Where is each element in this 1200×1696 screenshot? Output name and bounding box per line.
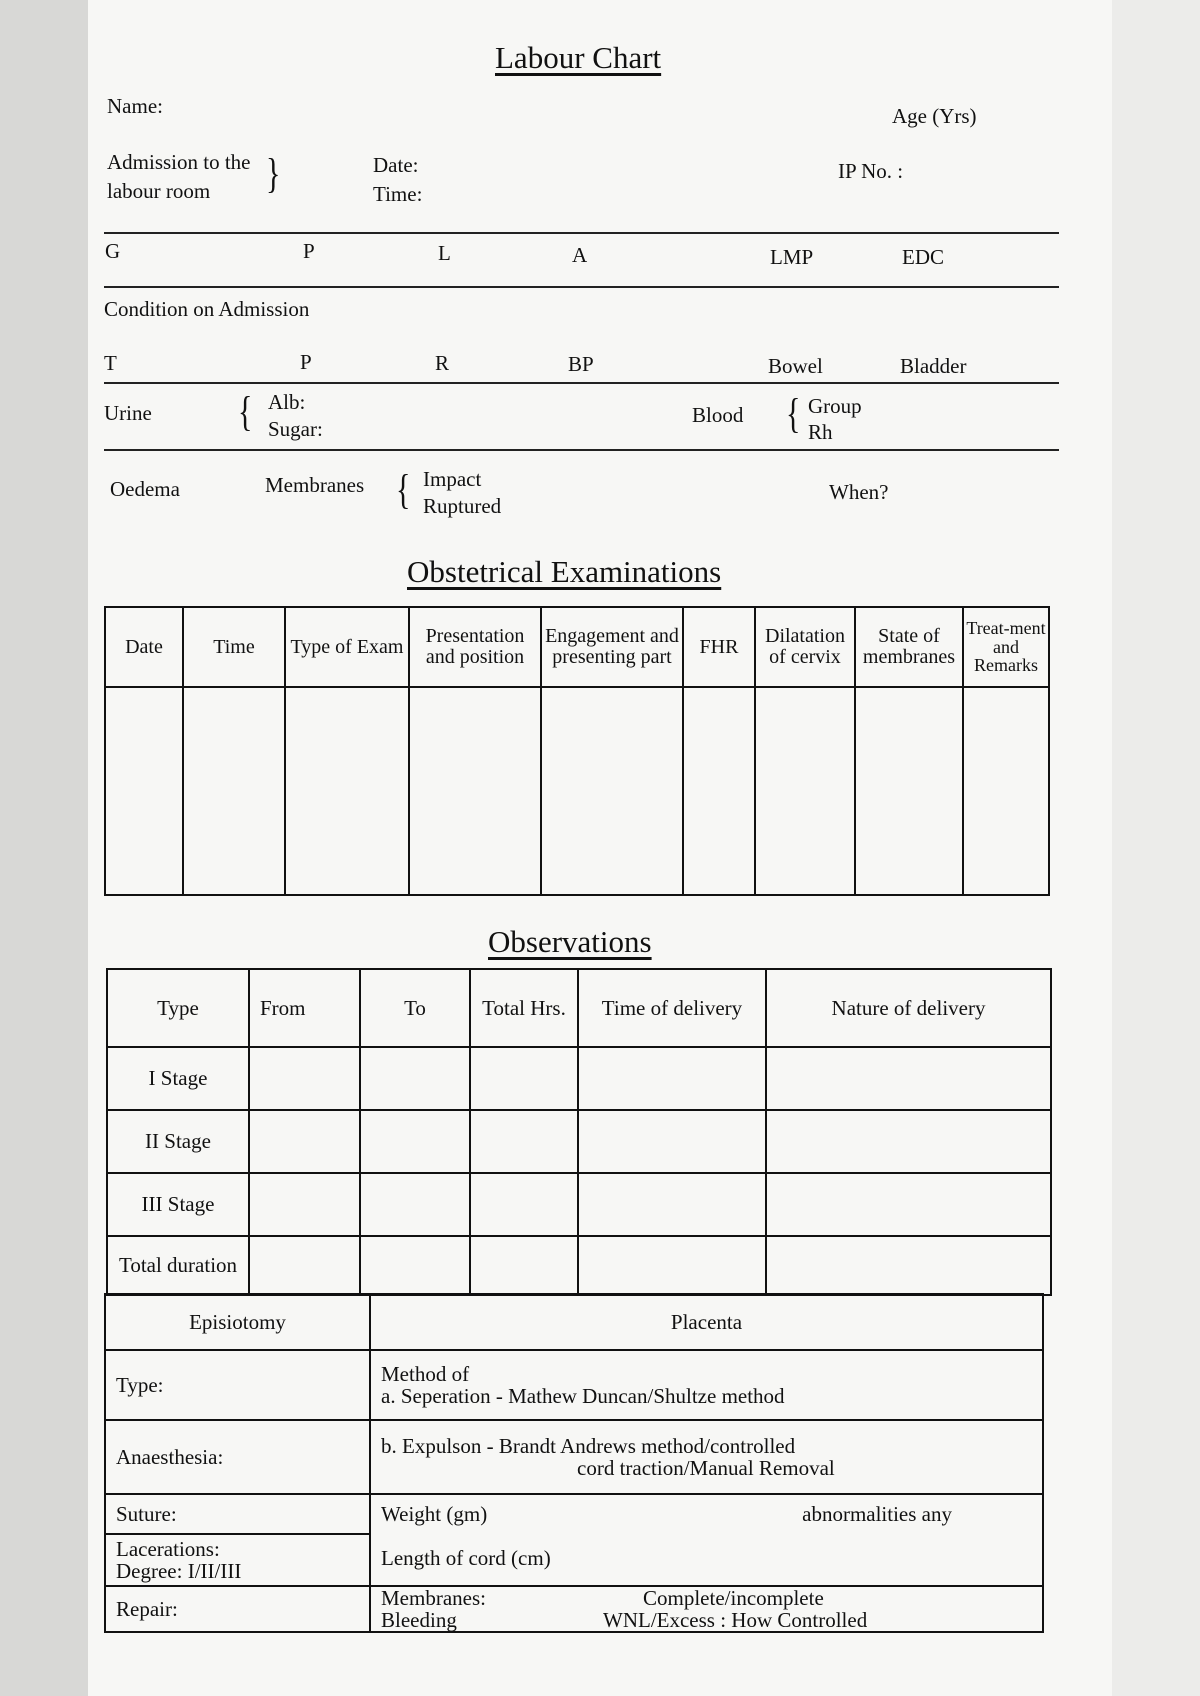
complete-incomplete-text: Complete/incomplete [643, 1586, 824, 1610]
episiotomy-type-label[interactable]: Type: [105, 1350, 370, 1420]
bowel-label: Bowel [768, 354, 823, 378]
placenta-membranes-label: Membranes: [381, 1586, 486, 1610]
blood-group-label: Group [808, 394, 862, 418]
table-row [107, 1173, 1051, 1236]
abnormalities-label: abnormalities any [802, 1502, 952, 1526]
divider [104, 382, 1059, 384]
entry-cell[interactable] [249, 1173, 360, 1236]
obstetrical-title: Obstetrical Examinations [407, 554, 722, 589]
column-header-engagement: Engagement and presenting part [541, 607, 683, 687]
entry-cell[interactable] [470, 1110, 578, 1173]
entry-cell[interactable] [249, 1047, 360, 1110]
fhr-entry-cell[interactable] [683, 687, 755, 895]
anaesthesia-label[interactable]: Anaesthesia: [105, 1420, 370, 1494]
column-header-date: Date [105, 607, 183, 687]
lacerations-label: Lacerations: [116, 1536, 220, 1561]
temperature-label: T [104, 351, 117, 375]
membranes-label: Membranes [265, 473, 365, 497]
membranes-ruptured-label: Ruptured [423, 494, 502, 518]
divider [104, 286, 1059, 288]
entry-cell[interactable] [578, 1173, 766, 1236]
cord-length-label: Length of cord (cm) [381, 1546, 551, 1571]
column-header-membranes: State of membranes [855, 607, 963, 687]
dilatation-entry-cell[interactable] [755, 687, 855, 895]
rh-label: Rh [808, 420, 833, 444]
oedema-label: Oedema [110, 477, 180, 501]
episiotomy-heading: Episiotomy [105, 1294, 370, 1350]
column-header-dilatation: Dilatation of cervix [755, 607, 855, 687]
admission-label-line1: Admission to the [107, 150, 251, 174]
pulse-label: P [300, 350, 312, 374]
page-shadow [0, 0, 88, 1696]
condition-heading: Condition on Admission [104, 297, 310, 321]
observations-table [106, 968, 1052, 1296]
placenta-weight-cell[interactable] [370, 1494, 1043, 1586]
time-entry-cell[interactable] [183, 687, 285, 895]
admission-label-line2: labour room [107, 179, 211, 203]
entry-cell[interactable] [360, 1173, 470, 1236]
placenta-expulsion-cell[interactable] [370, 1420, 1043, 1494]
urine-label: Urine [104, 401, 152, 425]
column-header-time-of-delivery: Time of delivery [578, 969, 766, 1047]
albumin-label: Alb: [268, 390, 306, 414]
obstetrical-header-row [105, 607, 1049, 687]
table-row [107, 1236, 1051, 1295]
date-entry-cell[interactable] [105, 687, 183, 895]
age-label: Age (Yrs) [892, 104, 977, 128]
entry-cell[interactable] [578, 1236, 766, 1295]
entry-cell[interactable] [360, 1047, 470, 1110]
form-title: Labour Chart [495, 40, 662, 75]
edc-label: EDC [902, 245, 944, 269]
when-label: When? [829, 480, 889, 504]
weight-label: Weight (gm) [381, 1502, 488, 1526]
type-of-exam-entry-cell[interactable] [285, 687, 409, 895]
row-label-first-stage: I Stage [107, 1047, 249, 1110]
laceration-degree-label: Degree: I/II/III [116, 1559, 242, 1583]
row-label-second-stage: II Stage [107, 1110, 249, 1173]
placenta-separation-cell[interactable] [370, 1350, 1043, 1420]
placenta-heading: Placenta [370, 1294, 1043, 1350]
column-header-presentation: Presentation and position [409, 607, 541, 687]
row-label-total-duration: Total duration [107, 1236, 249, 1295]
engagement-entry-cell[interactable] [541, 687, 683, 895]
entry-cell[interactable] [360, 1110, 470, 1173]
column-header-treatment: Treat-ment and Remarks [963, 607, 1049, 687]
column-header-from: From [249, 969, 360, 1047]
episiotomy-placenta-table [104, 1293, 1044, 1633]
observations-title: Observations [488, 924, 652, 959]
entry-cell[interactable] [470, 1047, 578, 1110]
column-header-total-hours: Total Hrs. [470, 969, 578, 1047]
method-of-label: Method of [381, 1361, 470, 1386]
urine-brace: { [238, 389, 253, 436]
presentation-entry-cell[interactable] [409, 687, 541, 895]
column-header-fhr: FHR [683, 607, 755, 687]
admission-brace: } [266, 151, 281, 198]
row-label-third-stage: III Stage [107, 1173, 249, 1236]
page-edge [1112, 0, 1200, 1696]
date-label: Date: [373, 153, 419, 177]
obstetrical-table [104, 606, 1050, 896]
respiration-label: R [435, 351, 450, 375]
blood-label: Blood [692, 403, 744, 427]
time-label: Time: [373, 182, 423, 206]
entry-cell[interactable] [470, 1173, 578, 1236]
ip-number-label: IP No. : [838, 159, 904, 183]
entry-cell[interactable] [766, 1047, 1051, 1110]
table-row [107, 1110, 1051, 1173]
entry-cell[interactable] [766, 1173, 1051, 1236]
suture-label[interactable]: Suture: [105, 1494, 370, 1534]
divider [104, 232, 1059, 234]
entry-cell[interactable] [578, 1047, 766, 1110]
lacerations-cell[interactable] [105, 1534, 370, 1586]
entry-cell[interactable] [249, 1236, 360, 1295]
entry-cell[interactable] [470, 1236, 578, 1295]
a-label: A [572, 243, 588, 267]
membranes-bleeding-cell[interactable] [370, 1586, 1043, 1632]
expulsion-method-text: b. Expulson - Brandt Andrews method/controlled [381, 1433, 796, 1458]
bp-label: BP [568, 352, 594, 376]
repair-label[interactable]: Repair: [105, 1586, 370, 1632]
divider [104, 449, 1059, 451]
lmp-label: LMP [770, 245, 814, 269]
name-label: Name: [107, 94, 163, 118]
entry-cell[interactable] [766, 1236, 1051, 1295]
column-header-type: Type [107, 969, 249, 1047]
entry-cell[interactable] [249, 1110, 360, 1173]
observations-header-row [107, 969, 1051, 1047]
entry-cell[interactable] [766, 1110, 1051, 1173]
treatment-entry-cell[interactable] [963, 687, 1049, 895]
table-row [105, 687, 1049, 895]
bladder-label: Bladder [900, 354, 967, 378]
membranes-brace: { [396, 467, 411, 514]
bleeding-label: Bleeding [381, 1608, 457, 1633]
membranes-impact-label: Impact [423, 467, 482, 491]
column-header-nature-of-delivery: Nature of delivery [766, 969, 1051, 1047]
l-label: L [438, 241, 451, 265]
entry-cell[interactable] [578, 1110, 766, 1173]
table-row [107, 1047, 1051, 1110]
column-header-type-of-exam: Type of Exam [285, 607, 409, 687]
column-header-time: Time [183, 607, 285, 687]
p-label: P [303, 239, 315, 263]
separation-method-text: a. Seperation - Mathew Duncan/Shultze method [381, 1384, 785, 1408]
column-header-to: To [360, 969, 470, 1047]
blood-brace: { [786, 391, 801, 438]
bleeding-control-text: WNL/Excess : How Controlled [603, 1608, 868, 1633]
entry-cell[interactable] [360, 1236, 470, 1295]
sugar-label: Sugar: [268, 417, 323, 441]
membranes-entry-cell[interactable] [855, 687, 963, 895]
g-label: G [105, 239, 121, 263]
expulsion-method-text-continued: cord traction/Manual Removal [577, 1456, 835, 1480]
